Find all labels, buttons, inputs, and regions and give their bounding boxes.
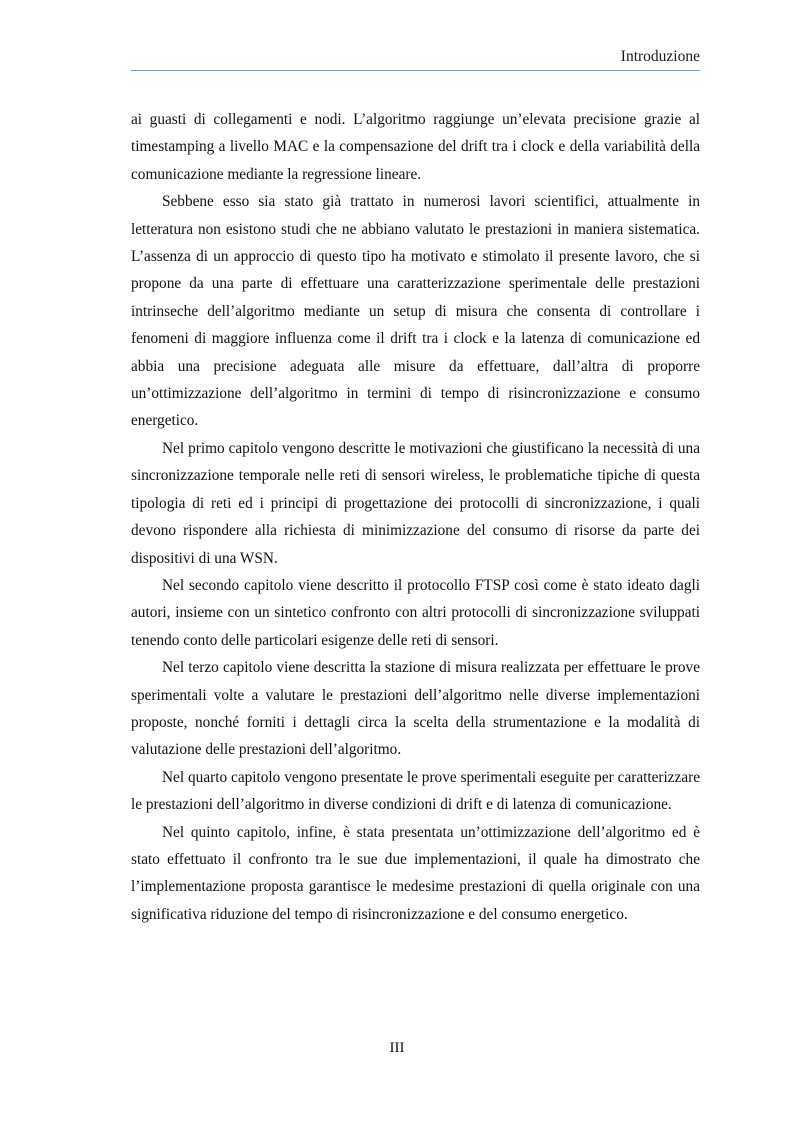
chapter-title: Introduzione	[620, 48, 700, 65]
page-header	[131, 44, 700, 71]
paragraph: Sebbene esso sia stato già trattato in numerosi lavori scientifici, attualmente in letteratura non esistono studi che ne abbiano valutato le prestazioni in maniera sistematica. L’assenza di un approccio di questo tipo ha motivato e stimolato il presente lavoro, che si propone da una parte di effettuare una caratterizzazione sperimentale delle prestazioni intrinseche dell’algoritmo mediante un setup di misura che consenta di controllare i fenomeni di maggiore influenza come il drift tra i clock e la latenza di comunicazione ed abbia una precisione adeguata alle misure da effettuare, dall’altra di proporre un’ottimizzazione dell’algoritmo in termini di tempo di risincronizzazione e consumo energetico.	[131, 193, 700, 430]
paragraph: Nel quinto capitolo, infine, è stata presentata un’ottimizzazione dell’algoritmo ed è stato effettuato il confronto tra le sue due implementazioni, il quale ha dimostrato che l’implementazione proposta garantisce le medesime prestazioni di quella originale con una significativa riduzione del tempo di risincronizzazione e del consumo energetico.	[131, 823, 700, 923]
body-text	[131, 106, 700, 928]
paragraph: Nel terzo capitolo viene descritta la stazione di misura realizzata per effettuare le prove sperimentali volte a valutare le prestazioni dell’algoritmo nelle diverse implementazioni proposte, nonché forniti i dettagli circa la scelta della strumentazione e la modalità di valutazione delle prestazioni dell’algoritmo.	[131, 659, 700, 759]
page-number: III	[389, 1040, 405, 1056]
paragraph: Nel secondo capitolo viene descritto il protocollo FTSP così come è stato ideato dagli autori, insieme con un sintetico confronto con altri protocolli di sincronizzazione sviluppati tenendo conto delle particolari esigenze delle reti di sensori.	[131, 576, 700, 649]
paragraph: ai guasti di collegamenti e nodi. L’algoritmo raggiunge un’elevata precisione grazie al timestamping a livello MAC e la compensazione del drift tra i clock e della variabilità della comunicazione mediante la regressione lineare.	[131, 111, 700, 183]
paragraph: Nel quarto capitolo vengono presentate le prove sperimentali eseguite per caratterizzare le prestazioni dell’algoritmo in diverse condizioni di drift e di latenza di comunicazione.	[131, 768, 700, 814]
paragraph: Nel primo capitolo vengono descritte le motivazioni che giustificano la necessità di una sincronizzazione temporale nelle reti di sensori wireless, le problematiche tipiche di questa tipologia di reti ed i principi di progettazione dei protocolli di sincronizzazione, i quali devono rispondere alla richiesta di minimizzazione del consumo di risorse da parte dei dispositivi di una WSN.	[131, 439, 700, 567]
